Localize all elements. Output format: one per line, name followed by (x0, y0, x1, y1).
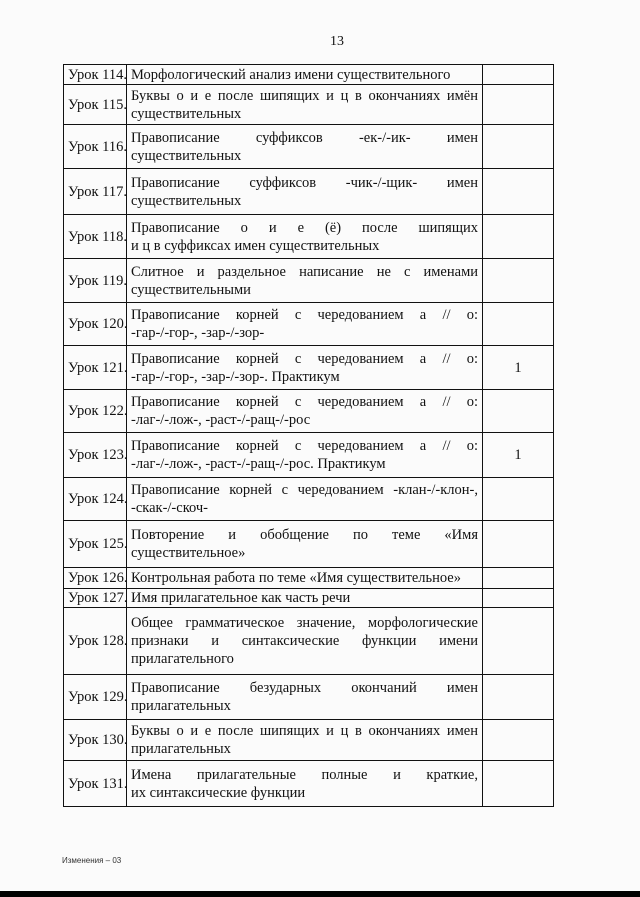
topic-line: существительное» (131, 545, 246, 561)
topic-line: Морфологический анализ имени существительного (131, 66, 451, 83)
lesson-number: Урок 131. (64, 761, 127, 807)
lesson-topic (127, 521, 483, 568)
lesson-number: Урок 120. (64, 303, 127, 346)
lesson-topic (127, 169, 483, 215)
hours-cell (483, 215, 554, 259)
topic-line: Правописание корней с чередованием -клан-/-клон-, (131, 482, 478, 498)
topic-line: Правописание корней с чередованием а // о: (131, 394, 478, 410)
lesson-topic (127, 761, 483, 807)
scan-edge-bar (0, 891, 640, 897)
topic-line: -гар-/-гор-, -зар-/-зор- (131, 325, 265, 341)
topic-line: Общее грамматическое значение, морфологические (131, 615, 478, 631)
topic-line: -лаг-/-лож-, -раст-/-ращ-/-рос. Практикум (131, 456, 386, 472)
hours-cell (483, 125, 554, 169)
topic-line: -скак-/-скоч- (131, 500, 208, 516)
lesson-number: Урок 115. (64, 85, 127, 125)
topic-line: признаки и синтаксические функции имени (131, 633, 478, 649)
lesson-number: Урок 125. (64, 521, 127, 568)
hours-cell (483, 65, 554, 85)
table-row (64, 346, 554, 390)
topic-line: Буквы о и е после шипящих и ц в окончаниях имен (131, 723, 478, 739)
hours-cell (483, 85, 554, 125)
table-row (64, 720, 554, 761)
table-row (64, 761, 554, 807)
page-number: 13 (330, 34, 344, 49)
table-row (64, 65, 554, 85)
lesson-number: Урок 123. (64, 433, 127, 478)
topic-line: прилагательного (131, 651, 234, 667)
table-row (64, 215, 554, 259)
lesson-topic (127, 346, 483, 390)
table-row (64, 589, 554, 608)
hours-cell (483, 521, 554, 568)
hours-cell (483, 761, 554, 807)
hours-cell (483, 259, 554, 303)
table-row (64, 125, 554, 169)
hours-cell: 1 (483, 433, 554, 478)
table-row (64, 675, 554, 720)
hours-cell: 1 (483, 346, 554, 390)
lesson-topic (127, 65, 483, 85)
hours-cell (483, 390, 554, 433)
topic-line: Слитное и раздельное написание не с именами (131, 263, 478, 280)
topic-line: прилагательных (131, 698, 231, 714)
lesson-number: Урок 118. (64, 215, 127, 259)
lesson-topic (127, 215, 483, 259)
topic-line: существительных (131, 147, 242, 164)
lesson-topic (127, 125, 483, 169)
lesson-topic (127, 675, 483, 720)
topic-line: Правописание суффиксов -чик-/-щик- имен (131, 174, 478, 191)
lesson-plan-table (63, 64, 554, 807)
lesson-topic (127, 390, 483, 433)
hours-cell (483, 589, 554, 608)
topic-line: Правописание о и е (ё) после шипящих (131, 219, 478, 236)
lesson-number: Урок 114. (64, 65, 127, 85)
table-row (64, 303, 554, 346)
table-row (64, 85, 554, 125)
table-row (64, 568, 554, 589)
table-row (64, 390, 554, 433)
lesson-topic (127, 478, 483, 521)
topic-line: Буквы о и е после шипящих и ц в окончаниях имён (131, 87, 478, 104)
lesson-number: Урок 117. (64, 169, 127, 215)
topic-line: Правописание безударных окончаний имен (131, 680, 478, 696)
lesson-number: Урок 126. (64, 568, 127, 589)
topic-line: Контрольная работа по теме «Имя существительное» (131, 570, 461, 586)
lesson-topic (127, 259, 483, 303)
topic-line: существительных (131, 105, 242, 122)
hours-cell (483, 478, 554, 521)
hours-cell (483, 568, 554, 589)
lesson-topic (127, 303, 483, 346)
lesson-number: Урок 119. (64, 259, 127, 303)
lesson-number: Урок 122. (64, 390, 127, 433)
topic-line: Имя прилагательное как часть речи (131, 590, 351, 606)
hours-cell (483, 720, 554, 761)
lesson-topic (127, 720, 483, 761)
topic-line: Правописание корней с чередованием а // о: (131, 438, 478, 454)
lesson-number: Урок 124. (64, 478, 127, 521)
topic-line: -гар-/-гор-, -зар-/-зор-. Практикум (131, 368, 340, 385)
topic-line: Правописание корней с чередованием а // о: (131, 307, 478, 323)
lesson-number: Урок 116. (64, 125, 127, 169)
lesson-number: Урок 121. (64, 346, 127, 390)
lesson-topic (127, 568, 483, 589)
revision-note: Изменения – 03 (62, 856, 122, 865)
topic-line: Правописание корней с чередованием а // о: (131, 350, 478, 367)
lesson-number: Урок 127. (64, 589, 127, 608)
topic-line: -лаг-/-лож-, -раст-/-ращ-/-рос (131, 412, 311, 428)
lesson-topic (127, 433, 483, 478)
table-row (64, 521, 554, 568)
table-body (64, 65, 554, 807)
lesson-number: Урок 128. (64, 608, 127, 675)
hours-cell (483, 303, 554, 346)
lesson-topic (127, 589, 483, 608)
topic-line: существительных (131, 192, 242, 209)
lesson-number: Урок 130. (64, 720, 127, 761)
hours-cell (483, 608, 554, 675)
topic-line: прилагательных (131, 741, 231, 757)
topic-line: и ц в суффиксах имен существительных (131, 237, 380, 254)
table-row (64, 169, 554, 215)
topic-line: их синтаксические функции (131, 784, 306, 801)
table-row (64, 259, 554, 303)
topic-line: существительными (131, 281, 251, 298)
table-row (64, 608, 554, 675)
hours-cell (483, 169, 554, 215)
table-row (64, 478, 554, 521)
topic-line: Повторение и обобщение по теме «Имя (131, 527, 478, 543)
lesson-topic (127, 608, 483, 675)
lesson-number: Урок 129. (64, 675, 127, 720)
topic-line: Имена прилагательные полные и краткие, (131, 766, 478, 783)
table-row (64, 433, 554, 478)
topic-line: Правописание суффиксов -ек-/-ик- имен (131, 129, 478, 146)
hours-cell (483, 675, 554, 720)
lesson-topic (127, 85, 483, 125)
